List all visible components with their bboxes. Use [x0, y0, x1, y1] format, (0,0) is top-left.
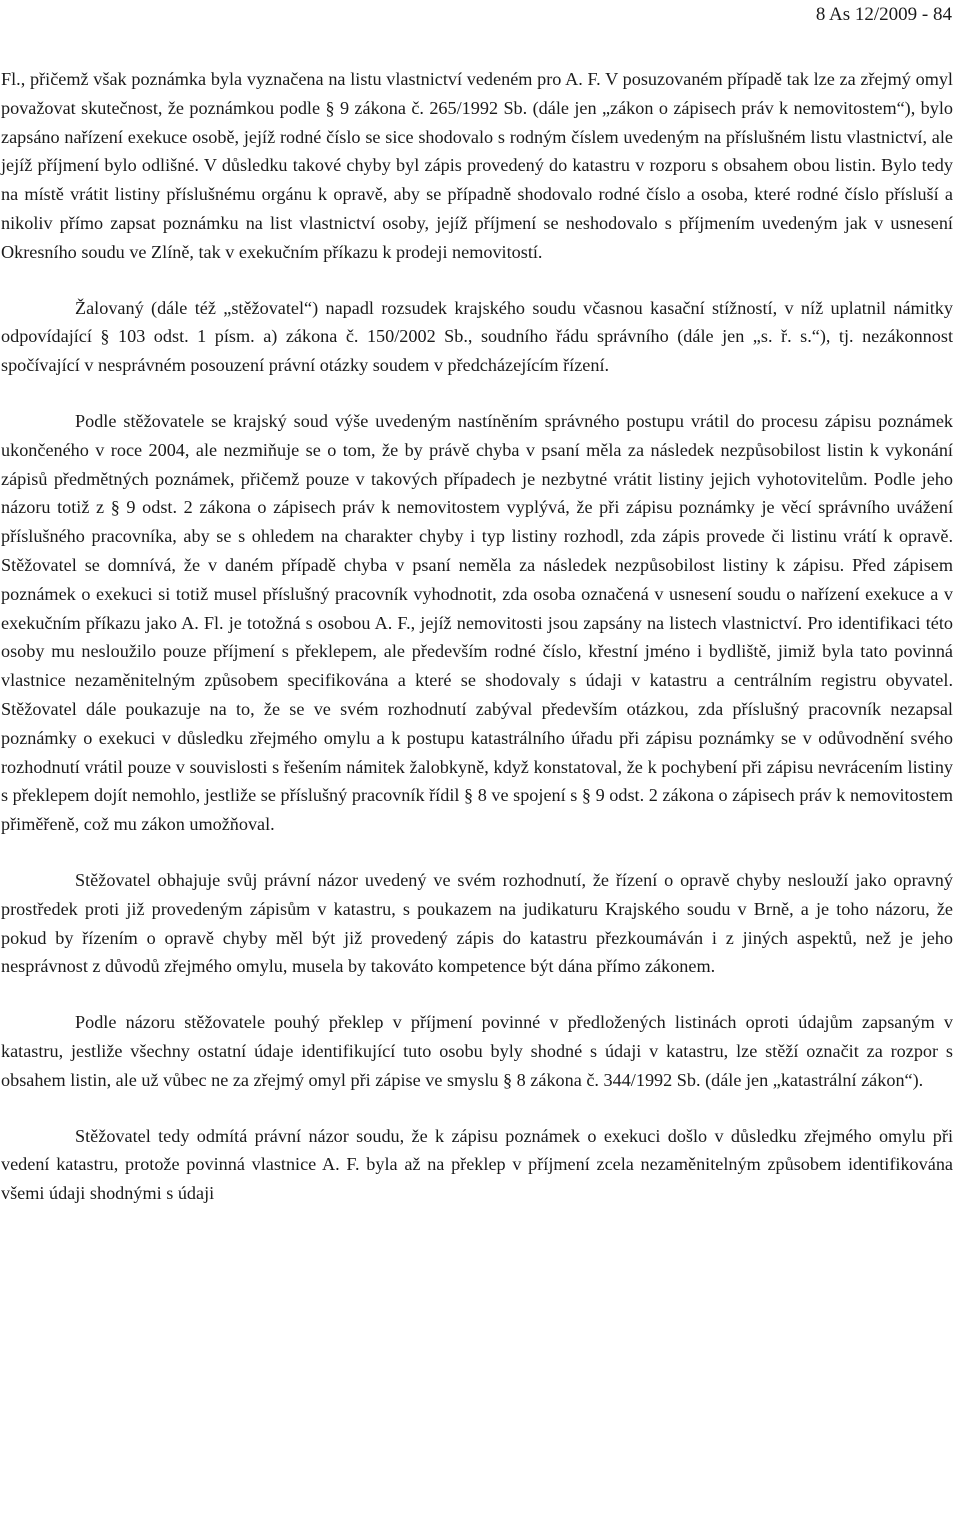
paragraph: Žalovaný (dále též „stěžovatel“) napadl rozsudek krajského soudu včasnou kasační stížností, v níž uplatnil námitky odpovídající § 103 odst. 1 písm. a) zákona č. 150/2002 Sb., soudního řádu správního (dále jen „s. ř. s.“), tj. nezákonnost spočívající v nesprávném posouzení právní otázky soudem v předcházejícím řízení.	[1, 297, 953, 376]
paragraph: Podle stěžovatele se krajský soud výše uvedeným nastíněním správného postupu vrátil do procesu zápisu poznámek ukončeného v roce 2004, ale nezmiňuje se o tom, že by právě chyba v psaní měla za následek nezpůsobilost listin k vykonání zápisů předmětných poznámek, přičemž pouze v takových případech je nezbytné vrátit listiny jejich vyhotovitelům. Podle jeho názoru totiž z § 9 odst. 2 zákona o zápisech práv k nemovitostem vyplývá, že při zápisu poznámky je věcí správního uvážení příslušného pracovníka, aby se s ohledem na charakter chyby i typ listiny rozhodl, zda zápis provede či listinu vrátí k opravě. Stěžovatel se domnívá, že v daném případě chyba v psaní neměla za následek nezpůsobilost listiny k zápisu. Před zápisem poznámek o exekuci si totiž musel příslušný pracovník vyhodnotit, zda osoba označená v usnesení soudu o nařízení exekuce a v exekučním příkazu jako A. Fl. je totožná s osobou A. F., jejíž nemovitosti jsou zapsány na listech vlastnictví. Pro identifikaci této osoby mu nesloužilo pouze příjmení s překlepem, ale především rodné číslo, křestní jméno i bydliště, jimiž byla tato povinná vlastnice nezaměnitelným způsobem specifikována a které se shodovaly s údaji v katastru a centrálním registru obyvatel. Stěžovatel dále poukazuje na to, že se ve svém rozhodnutí zabýval především otázkou, zda příslušný pracovník nezapsal poznámky o exekuci v důsledku zřejmého omylu a k postupu katastrálního úřadu při zápisu poznámky se v odůvodnění svého rozhodnutí vrátil pouze v souvislosti s řešením námitek žalobkyně, když konstatoval, že k pochybení při zápisu nevrácením listiny s překlepem dojít nemohlo, jestliže se příslušný pracovník řídil § 8 ve spojení s § 9 odst. 2 zákona o zápisech práv k nemovitostem přiměřeně, což mu zákon umožňoval.	[1, 410, 953, 835]
paragraph: Podle názoru stěžovatele pouhý překlep v příjmení povinné v předložených listinách oproti údajům zapsaným v katastru, jestliže všechny ostatní údaje identifikující tuto osobu byly shodné s údaji v katastru, lze stěží označit za rozpor s obsahem listin, ale už vůbec ne za zřejmý omyl při zápise ve smyslu § 8 zákona č. 344/1992 Sb. (dále jen „katastrální zákon“).	[1, 1012, 953, 1090]
paragraph: Stěžovatel obhajuje svůj právní názor uvedený ve svém rozhodnutí, že řízení o opravě chyby neslouží jako opravný prostředek proti již provedeným zápisům v katastru, s poukazem na judikaturu Krajského soudu v Brně, a je toho názoru, že pokud by řízením o opravě chyby měl být již provedený zápis do katastru přezkoumáván i z jiných aspektů, než je jeho nesprávnost z důvodů zřejmého omylu, musela by takováto kompetence být dána přímo zákonem.	[1, 869, 953, 977]
paragraph: Stěžovatel tedy odmítá právní názor soudu, že k zápisu poznámek o exekuci došlo v důsledku zřejmého omylu při vedení katastru, protože povinná vlastnice A. F. byla až na překlep v příjmení zcela nezaměnitelným způsobem identifikována všemi údaji shodnými s údaji	[1, 1125, 953, 1204]
document-body	[1, 65, 953, 1208]
page-header: 8 As 12/2009 - 84	[815, 4, 952, 25]
paragraph: Fl., přičemž však poznámka byla vyznačena na listu vlastnictví vedeném pro A. F. V posuzovaném případě tak lze za zřejmý omyl považovat skutečnost, že poznámkou podle § 9 zákona č. 265/1992 Sb. (dále jen „zákon o zápisech práv k nemovitostem“), bylo zapsáno nařízení exekuce osobě, jejíž rodné číslo se sice shodovalo s rodným číslem uvedeným na příslušném listu vlastnictví, ale jejíž příjmení bylo odlišné. V důsledku takové chyby byl zápis provedený do katastru v rozporu s obsahem obou listin. Bylo tedy na místě vrátit listiny příslušnému orgánu k opravě, aby se případně shodovalo rodné číslo a osoba, které rodné číslo přísluší a nikoliv přímo zapsat poznámku na list vlastnictví osoby, jejíž příjmení se neshodovalo s příjmením uvedeným jak v usnesení Okresního soudu ve Zlíně, tak v exekučním příkazu k prodeji nemovitostí.	[1, 69, 953, 262]
